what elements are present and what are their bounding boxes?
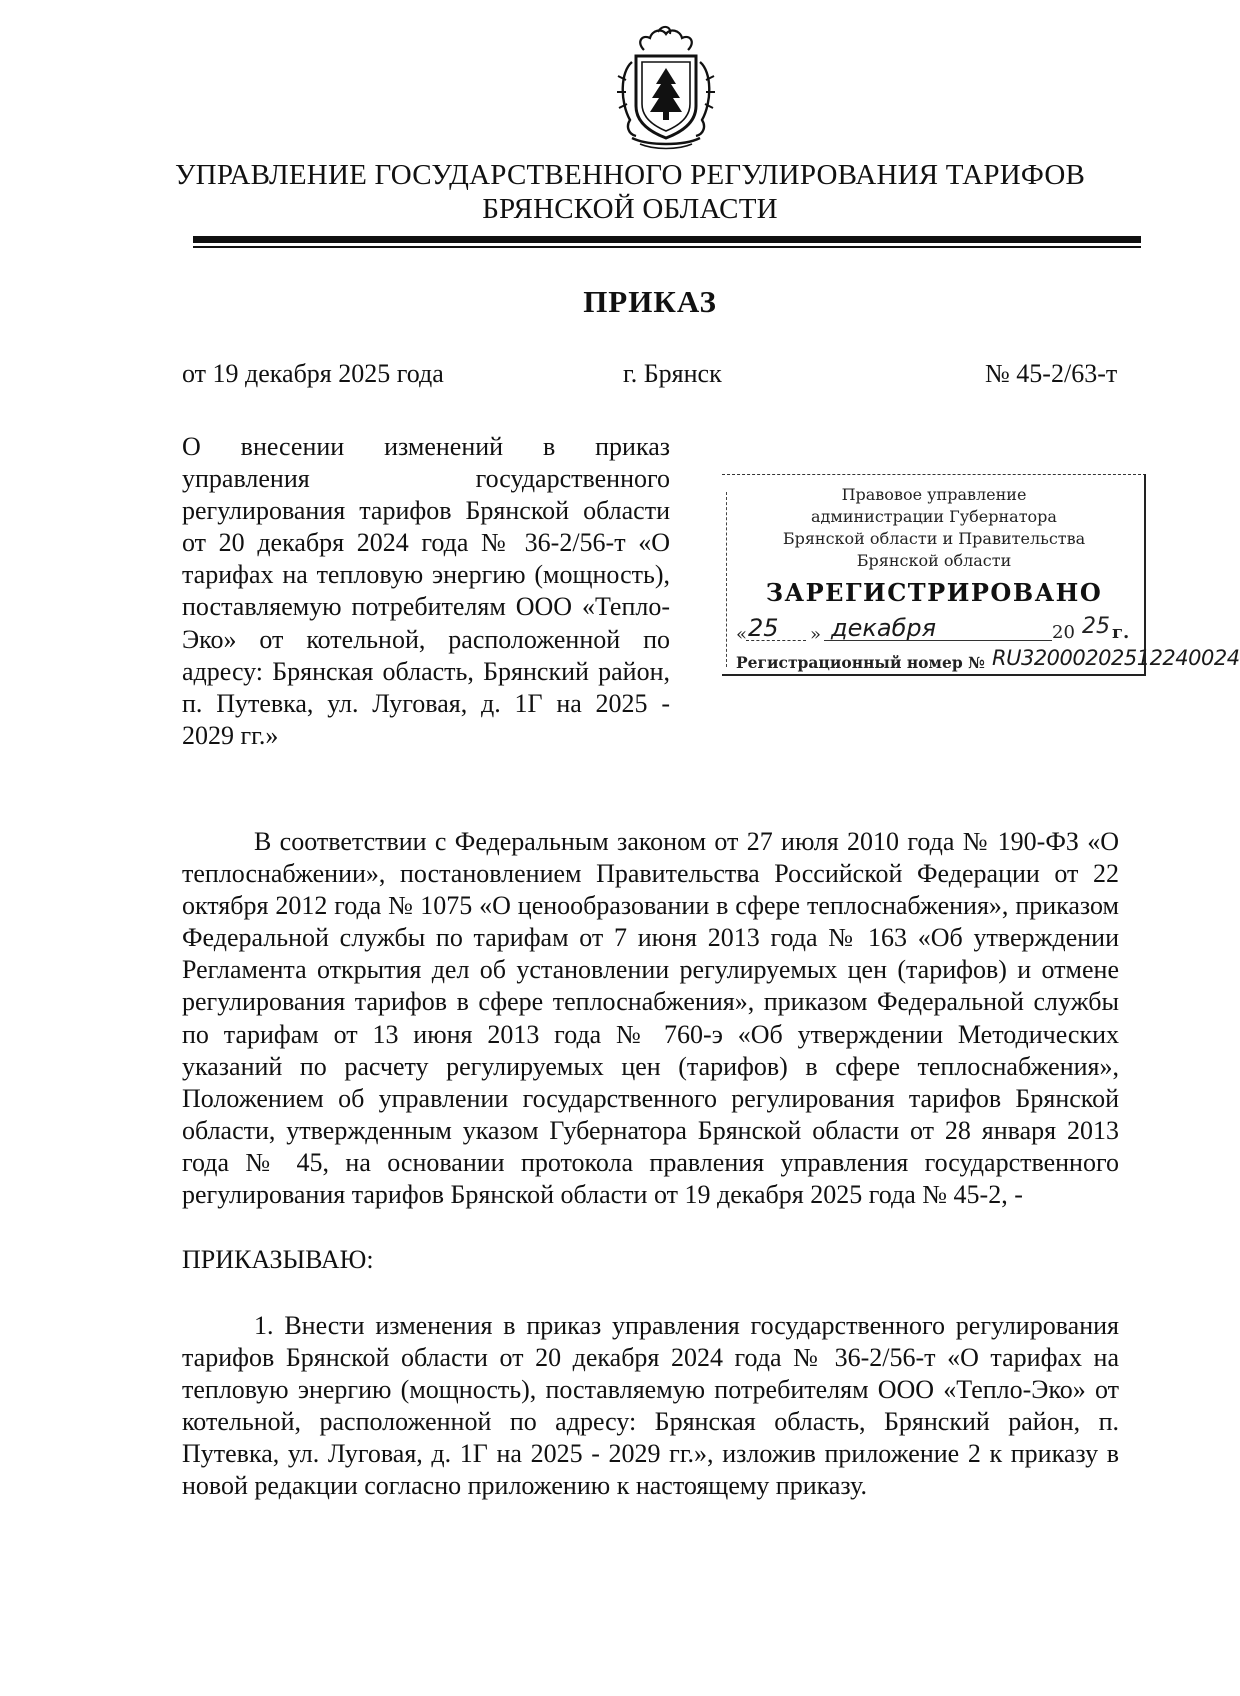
stamp-year-handwritten: 25 <box>1082 614 1110 639</box>
header-rule-thin <box>193 246 1141 248</box>
stamp-year-prefix: 20 <box>1052 622 1075 643</box>
preamble-paragraph: В соответствии с Федеральным законом от 27 июля 2010 года № 190-ФЗ «О теплоснабжении», постановлением Правительства Российской Федерации от 22 октября 2012 года № 1075 «О ценообразовании в сфере теплоснабжения», приказом Федеральной службы по тарифам от 7 июня 2013 года № 163 «Об утверждении Регламента открытия дел об установлении регулируемых цен (тарифов) и отмене регулирования тарифов в сфере теплоснабжения», приказом Федеральной службы по тарифам от 13 июня 2013 года № 760-э «Об утверждении Методических указаний по расчету регулируемых цен (тарифов) в сфере теплоснабжения», Положением об управлении государственного регулирования тарифов Брянской области, утвержденным указом Губернатора Брянской области от 28 января 2013 года № 45, на основании протокола правления управления государственного регулирования тарифов Брянской области от 19 декабря 2025 года № 45-2, - <box>182 827 1119 1210</box>
stamp-border-top <box>722 474 1146 475</box>
stamp-reg-number-handwritten: RU32000202512240024 <box>992 646 1240 670</box>
document-date: от 19 декабря 2025 года <box>182 359 444 388</box>
stamp-registration-number <box>736 646 1240 674</box>
org-name-line1: УПРАВЛЕНИЕ ГОСУДАРСТВЕННОГО РЕГУЛИРОВАНИЯ ТАРИФОВ <box>174 159 1086 191</box>
coat-of-arms-icon <box>596 22 736 152</box>
stamp-line-1: Правовое управление <box>841 485 1027 504</box>
stamp-year-unit: г. <box>1112 622 1130 643</box>
stamp-day-handwritten: 25 <box>748 614 779 642</box>
order-word: ПРИКАЗЫВАЮ: <box>182 1245 374 1274</box>
stamp-registered-label: ЗАРЕГИСТРИРОВАНО <box>765 578 1103 607</box>
document-title: ПРИКАЗ <box>583 284 717 319</box>
stamp-date <box>736 614 1140 648</box>
stamp-reg-number-label: Регистрационный номер № <box>736 653 985 672</box>
org-name-line2: БРЯНСКОЙ ОБЛАСТИ <box>482 193 778 225</box>
stamp-line-4: Брянской области <box>856 551 1012 570</box>
stamp-month-underline <box>824 640 1052 641</box>
stamp-line-3: Брянской области и Правительства <box>782 529 1086 548</box>
order-item-1: 1. Внести изменения в приказ управления государственного регулирования тарифов Брянской области от 20 декабря 2024 года № 36-2/56-т «О тарифах на тепловую энергию (мощность), поставляемую потребителям ООО «Тепло-Эко» от котельной, расположенной по адресу: Брянская область, Брянский район, п. Путевка, ул. Луговая, д. 1Г на 2025 - 2029 гг.», изложив приложение 2 к приказу в новой редакции согласно приложению к настоящему приказу. <box>182 1311 1119 1501</box>
stamp-day-underline <box>746 640 806 641</box>
stamp-border-bottom <box>722 674 1146 676</box>
document-subject: О внесении изменений в приказ управления государственного регулирования тарифов Брянской области от 20 декабря 2024 года № 36-2/56-т «О тарифах на тепловую энергию (мощность), поставляемую потребителям ООО «Тепло-Эко» от котельной, расположенной по адресу: Брянская область, Брянский район, п. Путевка, ул. Луговая, д. 1Г на 2025 - 2029 гг.» <box>182 432 670 750</box>
header-rule-thick <box>193 236 1141 243</box>
registration-stamp <box>722 474 1240 684</box>
document-number: № 45-2/63-т <box>985 359 1118 388</box>
stamp-open-quote: « <box>736 624 748 645</box>
stamp-line-2: администрации Губернатора <box>811 507 1057 526</box>
stamp-month-handwritten: декабря <box>831 614 937 642</box>
stamp-close-quote: » <box>810 624 822 645</box>
document-city: г. Брянск <box>623 359 722 388</box>
